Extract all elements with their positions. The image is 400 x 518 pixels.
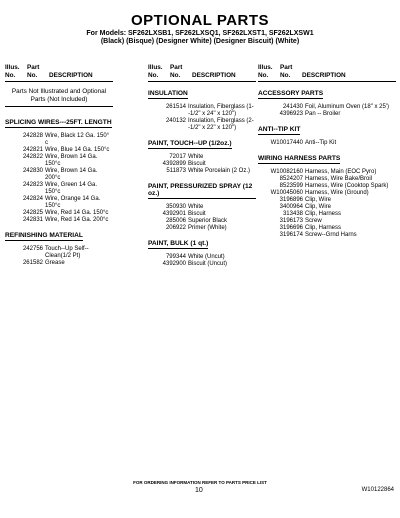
description-header [192,64,256,79]
section-title: PAINT, PRESSURIZED SPRAY (12 oz.) [148,183,256,199]
description-label: DESCRIPTION [49,71,93,79]
part-description: Harness, Wire (Cooktop Spark) [305,183,389,189]
part-row [5,246,113,260]
part-row [258,232,396,239]
part-number: 313438 [282,211,303,217]
column-header [258,64,396,82]
part-description: Screw--Grnd Harns [305,232,357,238]
part-number: 240132 [165,118,186,124]
part-number: 8524207 [279,176,303,182]
part-number: 4392899 [162,161,186,167]
part-description: Wire, Green 14 Ga. 150°c [45,182,98,195]
part-number: 4392900 [162,261,186,267]
part-no-label: No. [27,71,38,79]
part-row [258,211,396,218]
part-number: 206922 [165,225,186,231]
part-number: 242822 [22,154,43,160]
column-3 [258,64,396,239]
section-title: SPLICING WIRES---25FT. LENGTH [5,119,112,126]
part-number: 799344 [165,254,186,260]
part-row [148,154,256,161]
part-row [5,196,113,210]
part-description: Clip, Harness [305,225,342,231]
part-row [148,211,256,218]
part-number: 4396923 [279,111,303,117]
part-number: W10017440 [270,140,303,146]
part-label: Part [280,64,293,71]
part-row [5,168,113,182]
column-1 [5,64,113,267]
part-no-label: No. [170,71,181,79]
part-row [5,260,113,267]
part-row [148,161,256,168]
part-no-header [27,64,49,79]
part-number: 285006 [165,218,186,224]
part-description: Harness, Wire (Ground) [305,190,369,196]
part-row [258,218,396,225]
part-row [5,147,113,154]
part-number: 3400964 [279,204,303,210]
part-number: 242756 [22,246,43,252]
part-label: Part [170,64,183,71]
part-number: 3196174 [279,232,303,238]
part-number: 8523599 [279,183,303,189]
part-row [258,225,396,232]
part-number: 261582 [22,260,43,266]
section-title: ACCESSORY PARTS [258,90,324,97]
part-number: 242830 [22,168,43,174]
models-line-2: (Black) (Bisque) (Designer White) (Designer Biscuit) (White) [100,38,300,45]
part-description: Anti--Tip Kit [305,140,337,146]
description-label: DESCRIPTION [302,71,346,79]
part-description: Foil, Aluminum Oven (18" x 25') [305,104,389,110]
illus-no-label: No. [148,71,159,79]
part-row [258,169,396,176]
document-number: W10122864 [361,487,394,493]
part-description: Screw [305,218,322,224]
description-header [49,64,113,79]
part-description: Wire, Brown 14 Ga. 150°c [45,154,98,167]
models-line-1: For Models: SF262LXSB1, SF262LXSQ1, SF262LXST1, SF262LXSW1 [86,30,314,37]
part-description: Harness, Wire Bake/Broil [305,176,373,182]
illus-no-label: No. [258,71,269,79]
part-number: 72017 [169,154,186,160]
part-row [258,183,396,190]
models-header [0,30,400,46]
description-label: DESCRIPTION [192,71,236,79]
part-description: Harness, Main (EOC Pyro) [305,169,377,175]
part-number: 3196173 [279,218,303,224]
part-description: White [188,154,204,160]
part-description: Wire, Black 12 Ga. 150° c [45,133,110,146]
part-row [148,218,256,225]
part-description: Wire, Brown 14 Ga. 200°c [45,168,98,181]
part-row [5,154,113,168]
part-description: Clip, Wire [305,197,332,203]
part-description: Superior Black [188,218,228,224]
part-number: 241430 [282,104,303,110]
part-description: Pan -- Broiler [305,111,341,117]
part-number: 242824 [22,196,43,202]
illus-no-header [148,64,170,79]
part-number: W10045060 [270,190,303,196]
illus-label: Illus. [5,64,20,71]
part-description: White (Uncut) [188,254,225,260]
illus-label: Illus. [148,64,163,71]
part-row [5,210,113,217]
part-row [258,197,396,204]
part-row [148,104,256,118]
part-number: 261514 [165,104,186,110]
section-title: WIRING HARNESS PARTS [258,155,341,162]
part-no-header [280,64,302,79]
part-description: Wire, Red 14 Ga. 200°c [45,217,109,223]
column-header [148,64,256,82]
part-row [148,118,256,132]
part-row [5,217,113,224]
part-description: Wire, Orange 14 Ga. 150°c [45,196,101,209]
part-number: 242823 [22,182,43,188]
part-description: Insulation, Fiberglass (2--1/2" x 22" x 120") [188,118,254,131]
column-2 [148,64,256,268]
part-description: Insulation, Fiberglass (1--1/2" x 24" x 120") [188,104,254,117]
part-row [148,261,256,268]
section-title: PAINT, TOUCH--UP (1/2oz.) [148,140,232,147]
part-number: 511873 [166,168,186,174]
illus-no-label: No. [5,71,16,79]
part-number: 242821 [22,147,43,153]
part-row [5,182,113,196]
part-description: White Porcelain (2 Oz.) [188,168,251,174]
part-no-header [170,64,192,79]
part-row [148,168,256,175]
part-description: Clip, Wire [305,204,332,210]
page-title: OPTIONAL PARTS [130,12,270,29]
section-title: REFINISHING MATERIAL [5,232,83,239]
part-row [258,176,396,183]
not-illustrated-note: Parts Not Illustrated and Optional Parts (Not Included) [5,82,113,107]
part-number: 242828 [22,133,43,139]
section-title: INSULATION [148,90,188,97]
section-title: ANTI--TIP KIT [258,126,301,133]
part-row [258,104,396,111]
part-description: Biscuit (Uncut) [188,261,228,267]
page-number: 10 [195,487,203,494]
part-description: Biscuit [188,161,206,167]
part-number: 3196696 [279,225,303,231]
part-description: White [188,204,204,210]
part-description: Grease [45,260,65,266]
part-row [258,111,396,118]
part-description: Primer (White) [188,225,227,231]
part-row [148,254,256,261]
column-header [5,64,113,82]
part-row [258,140,396,147]
part-row [5,133,113,147]
part-number: 242831 [22,217,43,223]
part-no-label: No. [280,71,291,79]
part-label: Part [27,64,40,71]
part-number: 350930 [165,204,186,210]
part-row [148,204,256,211]
ordering-footer: FOR ORDERING INFORMATION REFER TO PARTS PRICE LIST [133,480,267,485]
part-number: 242825 [22,210,43,216]
section-title: PAINT, BULK (1 qt.) [148,240,209,247]
illus-no-header [5,64,27,79]
part-number: 3196896 [279,197,303,203]
illus-label: Illus. [258,64,273,71]
part-number: 4392901 [162,211,186,217]
description-header [302,64,396,79]
part-description: Touch--Up Self--Clean(1/2 Pt) [45,246,89,259]
part-description: Biscuit [188,211,206,217]
part-row [258,204,396,211]
part-row [258,190,396,197]
part-row [148,225,256,232]
part-description: Wire, Red 14 Ga. 150°c [45,210,109,216]
part-description: Clip, Harness [305,211,342,217]
illus-no-header [258,64,280,79]
part-number: W10082160 [270,169,303,175]
part-description: Wire, Blue 14 Ga. 150°c [45,147,110,153]
